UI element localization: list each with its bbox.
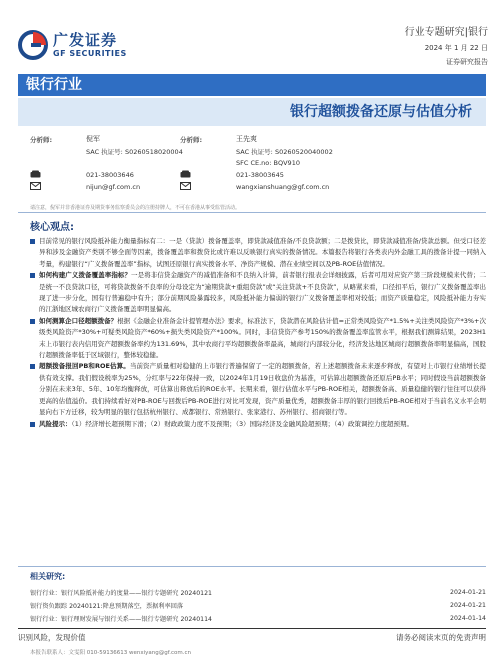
report-title: 银行超额拨备还原与估值分析 (18, 98, 486, 126)
related-title: 相关研究: (30, 572, 66, 581)
logo (18, 30, 127, 60)
bullet-icon (30, 364, 35, 369)
analyst-card-1 (30, 133, 183, 193)
divider (18, 628, 486, 629)
footer-disclaimer: 请务必阅读末页的免责声明 (396, 633, 486, 642)
footer-contact: 本报告联系人：文雯阳 010-59136613 wenxiyang@gf.com.cn (30, 650, 192, 656)
report-type: 行业专题研究|银行 (404, 27, 488, 38)
analyst-label: 分析师: (180, 135, 203, 144)
analyst-label: 分析师: (30, 135, 53, 144)
gf-logo-icon (18, 30, 48, 60)
key-points-body (30, 236, 486, 430)
key-point: 风险提示：（1）经济增长超预期下滑；（2）财政政策力度不及预期；（3）国际经济及金融风险超预期；（4）政策调控力度超预期。 (30, 419, 486, 430)
analyst-sfc: SFC CE.no: BQV910 (236, 159, 300, 167)
key-point: 如何测算企口径超额拨备？根据《金融企业准备金计提管理办法》要求，标准法下，贷款潜在风险估计值=正常类风险资产*1.5%+关注类风险资产*3%+次级类风险资产*30%+可疑类风险资产*60%+损失类风险资产*100%。同时，非信贷资产参考150%的拨备覆盖率监管水平，根据我们测算结果，2023H1末上市银行表内信用资产超额拨备率约为131.69%，其中农商行平均超额拨备率最高，城商行内部较分化，经济发达地区城商行超额拨备率明显偏高，国股行超额拨备率低于区域银行，整体较稳健。 (30, 316, 486, 362)
related-item[interactable]: 银行行业：银行理财发展与银行关系——银行专题研究 20240114 2024-01-14 (30, 615, 486, 623)
related-item[interactable]: 银行资负跟踪 20240121:降息预期落空，票据利率回落 2024-01-21 (30, 602, 486, 610)
bullet-icon (30, 422, 35, 427)
analyst-email[interactable]: nijun@gf.com.cn (86, 183, 141, 191)
divider (18, 212, 486, 213)
key-point: 如何构建广义拨备覆盖率指标？一是将非信贷金融资产的减值准备和不良纳入计算，前者银行报表会详细披露，后者可用对应资产第三阶段规模来代替；二是统一不良贷款口径，可将贷款拨备不良率的分母设定为“逾期贷款+重组贷款”或“关注贷款+不良贷款”，从略紧来看，口径扣平后，银行广义拨备覆盖率出现了进一步分化，国有行普遍稳中有升；部分前期风险暴露较多，风险抵补能力偏弱的银行广义拨备覆盖率相对较低；而资产质量稳定，风险抵补能力夯实的江浙地区城农商行广义拨备覆盖率明显偏高。 (30, 270, 486, 316)
related-item[interactable]: 银行行业：银行风险抵补能力的度量——银行专题研究 20240121 2024-01-21 (30, 589, 486, 597)
analyst-sac: SAC 执证号: S0260520040002 (236, 147, 333, 156)
industry-banner: 银行行业 (18, 74, 486, 96)
email-icon (30, 182, 41, 190)
phone-icon (180, 170, 191, 178)
page-footer (18, 632, 486, 643)
footer-slogan: 识别风险，发现价值 (18, 633, 86, 642)
report-category: 证券研究报告 (446, 58, 488, 66)
logo-text-cn: 广发证券 (53, 31, 118, 49)
bullet-icon (30, 319, 35, 324)
analyst-name: 倪军 (86, 135, 100, 143)
analyst-disclaimer: 请注意，倪军并非香港证券及期货事务监察委员会的注册持牌人，不可在香港从事受监管活动。 (30, 205, 241, 211)
key-points-title: 核心观点: (30, 222, 74, 233)
key-point: 目前常见的银行风险抵补能力衡量指标有二：一是（贷款）拨备覆盖率，即贷款减值准备/不良贷款额；二是拨贷比，即贷款减值准备/贷款总额。但受口径差异和涉及金融资产类别不够全面等因素，拨备覆盖率和拨贷比或许难以反映银行真实的拨备情况。本篇报告将银行各类表内外金融工具的拨备计提一同纳入考量，构建银行“广义拨备覆盖率”指标，试图还原银行真实拨备水平、净资产规模、潜在业绩空间以及PB-ROE估值情况。 (30, 236, 486, 270)
analyst-name: 王先爽 (236, 135, 257, 143)
analyst-sac: SAC 执证号: S0260518020004 (86, 147, 183, 156)
bullet-icon (30, 273, 35, 278)
related-list (30, 586, 486, 625)
email-icon (180, 182, 191, 190)
report-date: 2024 年 1 月 22 日 (424, 44, 488, 52)
phone-icon (30, 170, 41, 178)
analyst-phone: 021-38003645 (236, 171, 284, 179)
key-point: 超额拨备报回PB和ROE估算。当前资产质量相对稳健的上市银行普遍保留了一定的超额拨备，若上述超额拨备未来逐步释放，有望对上市银行业绩增长提供有效支撑。我们假设税率为25%，分红率与22年保持一致，以2024年1月19日收盘价为基准，可估算出超额拨备还原后PB水平；同时假设当前超额拨备分别在未来3年、5年、10年均衡释放，可估算出释放后的ROE水平。长期来看，银行估值水平与PB-ROE相关，超额拨备高、质量稳健的银行往往可以获得更高的估值溢价。我们持续看好对PB-ROE与回拨后PB-ROE进行对比可发现，资产质量优秀，超额拨备丰厚的银行回拨后PB-ROE相对于当前名义水平会明显向右下方迁移，较为明显的银行包括杭州银行、成都银行、常熟银行、张家港行、苏州银行、招商银行等。 (30, 361, 486, 418)
report-meta (405, 26, 488, 68)
bullet-icon (30, 239, 35, 244)
analyst-card-2 (180, 133, 333, 193)
analyst-phone: 021-38003646 (86, 171, 134, 179)
divider (18, 566, 486, 567)
logo-text-en: GF SECURITIES (53, 49, 127, 58)
analyst-email[interactable]: wangxianshuang@gf.com.cn (236, 183, 330, 191)
